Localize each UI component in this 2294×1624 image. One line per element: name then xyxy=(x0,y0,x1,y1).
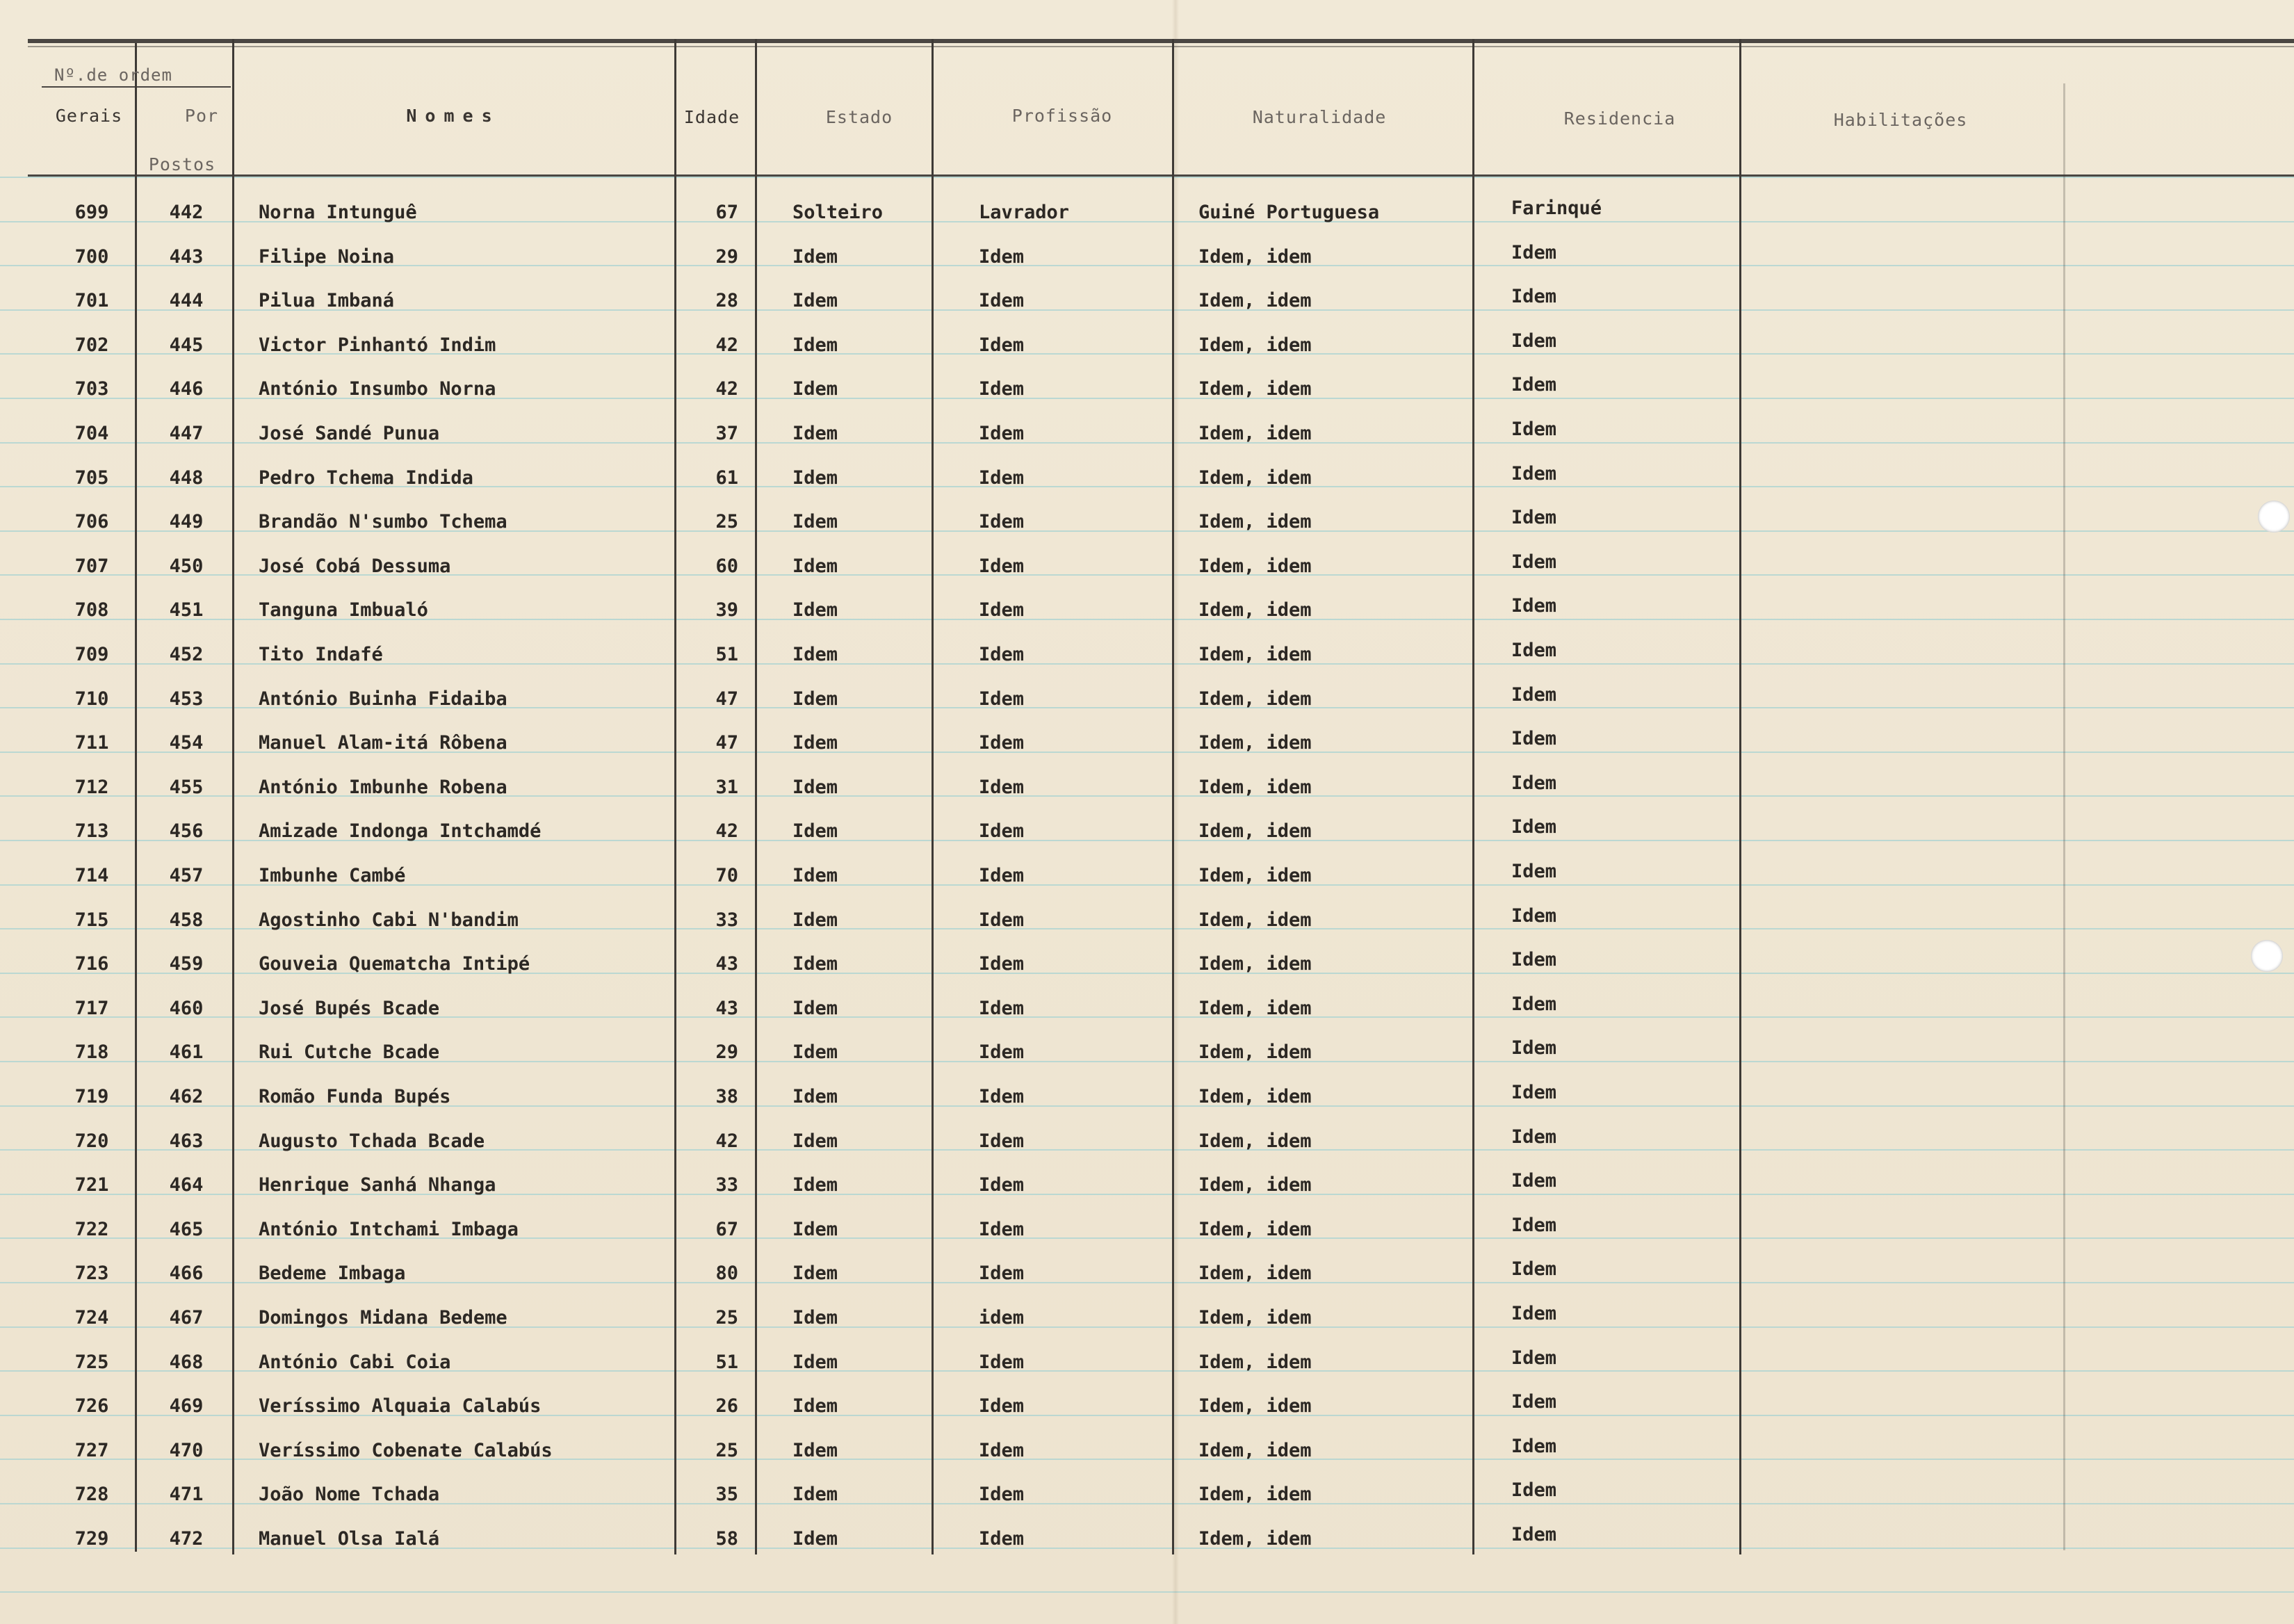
cell-estado: Idem xyxy=(792,644,838,665)
cell-gerais: 710 xyxy=(74,688,109,710)
cell-postos: 453 xyxy=(169,688,204,710)
cell-nome: Agostinho Cabi N'bandim xyxy=(259,909,519,931)
cell-estado: Idem xyxy=(792,1174,838,1196)
cell-residencia: Idem xyxy=(1511,1524,1557,1545)
cell-naturalidade: Idem, idem xyxy=(1198,1395,1312,1418)
cell-profissao: Idem xyxy=(979,511,1025,533)
cell-nome: Manuel Olsa Ialá xyxy=(259,1528,440,1550)
cell-nome: António Imbunhe Robena xyxy=(259,776,507,798)
cell-residencia: Farinqué xyxy=(1511,197,1602,219)
cell-residencia: Idem xyxy=(1511,1347,1557,1369)
cell-nome: Augusto Tchada Bcade xyxy=(259,1130,485,1152)
cell-idade: 38 xyxy=(715,1086,738,1107)
cell-residencia: Idem xyxy=(1511,861,1557,882)
cell-estado: Idem xyxy=(792,511,838,533)
cell-residencia: Idem xyxy=(1511,1391,1557,1413)
cell-profissao: Idem xyxy=(979,1130,1025,1152)
cell-nome: Manuel Alam-itá Rôbena xyxy=(259,732,507,754)
cell-estado: Idem xyxy=(792,599,838,622)
cell-postos: 449 xyxy=(169,511,204,533)
cell-profissao: Idem xyxy=(979,245,1025,268)
cell-gerais: 723 xyxy=(74,1262,109,1285)
cell-estado: Idem xyxy=(792,997,838,1019)
cell-idade: 25 xyxy=(715,1307,738,1329)
cell-nome: José Cobá Dessuma xyxy=(259,555,451,577)
cell-idade: 70 xyxy=(715,865,738,886)
cell-estado: Idem xyxy=(792,1484,838,1506)
cell-gerais: 705 xyxy=(74,466,109,489)
cell-residencia: Idem xyxy=(1511,772,1557,794)
cell-naturalidade: Idem, idem xyxy=(1198,776,1312,798)
cell-profissao: Idem xyxy=(979,1528,1025,1550)
cell-postos: 455 xyxy=(169,776,204,798)
cell-residencia: Idem xyxy=(1511,595,1557,617)
cell-postos: 444 xyxy=(169,290,204,312)
cell-idade: 26 xyxy=(715,1395,738,1418)
cell-residencia: Idem xyxy=(1511,330,1557,352)
cell-naturalidade: Idem, idem xyxy=(1198,466,1312,489)
cell-estado: Idem xyxy=(792,423,838,444)
header-residencia: Residencia xyxy=(1563,108,1676,129)
cell-idade: 67 xyxy=(715,1218,738,1240)
cell-profissao: Idem xyxy=(979,909,1025,931)
cell-residencia: Idem xyxy=(1511,904,1557,927)
cell-estado: Idem xyxy=(792,865,838,886)
cell-residencia: Idem xyxy=(1511,816,1557,838)
cell-estado: Idem xyxy=(792,378,838,400)
cell-idade: 28 xyxy=(715,290,738,312)
cell-profissao: Idem xyxy=(979,1218,1025,1240)
cell-estado: Idem xyxy=(792,245,838,268)
cell-profissao: Idem xyxy=(979,1439,1025,1461)
cell-estado: Idem xyxy=(792,776,838,798)
cell-nome: Imbunhe Cambé xyxy=(259,865,406,886)
cell-nome: Filipe Noina xyxy=(259,245,395,268)
cell-postos: 457 xyxy=(169,865,204,886)
cell-postos: 446 xyxy=(169,378,204,400)
cell-profissao: Idem xyxy=(979,953,1025,975)
cell-gerais: 709 xyxy=(74,644,109,665)
cell-naturalidade: Idem, idem xyxy=(1198,1307,1312,1329)
header-ordem-group: Nº.de ordem xyxy=(54,65,172,85)
cell-profissao: Idem xyxy=(979,378,1025,400)
cell-naturalidade: Idem, idem xyxy=(1198,1484,1312,1506)
cell-residencia: Idem xyxy=(1511,993,1557,1015)
cell-nome: Tanguna Imbualó xyxy=(259,599,428,622)
cell-naturalidade: Idem, idem xyxy=(1198,1174,1312,1196)
cell-postos: 462 xyxy=(169,1086,204,1107)
cell-naturalidade: Idem, idem xyxy=(1198,1218,1312,1240)
cell-postos: 451 xyxy=(169,599,204,622)
cell-idade: 67 xyxy=(715,202,738,223)
cell-gerais: 717 xyxy=(74,997,109,1019)
cell-residencia: Idem xyxy=(1511,507,1557,529)
cell-idade: 51 xyxy=(715,644,738,665)
cell-estado: Idem xyxy=(792,1439,838,1461)
cell-postos: 463 xyxy=(169,1130,204,1152)
cell-profissao: Lavrador xyxy=(979,202,1070,223)
cell-nome: João Nome Tchada xyxy=(259,1484,440,1506)
cell-residencia: Idem xyxy=(1511,551,1557,573)
cell-residencia: Idem xyxy=(1511,1082,1557,1103)
header-estado: Estado xyxy=(825,107,893,127)
cell-estado: Idem xyxy=(792,909,838,931)
cell-residencia: Idem xyxy=(1511,419,1557,440)
cell-nome: Brandão N'sumbo Tchema xyxy=(259,511,507,533)
cell-idade: 33 xyxy=(715,909,738,931)
cell-idade: 37 xyxy=(715,423,738,444)
cell-idade: 25 xyxy=(715,511,738,533)
cell-nome: Rui Cutche Bcade xyxy=(259,1041,440,1064)
cell-postos: 466 xyxy=(169,1262,204,1285)
cell-idade: 60 xyxy=(715,555,738,577)
cell-nome: Veríssimo Cobenate Calabús xyxy=(259,1439,553,1461)
cell-profissao: Idem xyxy=(979,865,1025,886)
cell-naturalidade: Idem, idem xyxy=(1198,732,1312,754)
cell-profissao: Idem xyxy=(979,688,1025,710)
cell-residencia: Idem xyxy=(1511,949,1557,971)
cell-idade: 80 xyxy=(715,1262,738,1285)
cell-naturalidade: Idem, idem xyxy=(1198,865,1312,886)
column-line-postos xyxy=(232,39,234,1554)
cell-gerais: 720 xyxy=(74,1130,109,1152)
cell-profissao: Idem xyxy=(979,1086,1025,1107)
cell-nome: Romão Funda Bupés xyxy=(259,1086,451,1107)
cell-idade: 51 xyxy=(715,1351,738,1373)
cell-gerais: 726 xyxy=(74,1395,109,1418)
column-line-nomes xyxy=(674,39,676,1554)
cell-naturalidade: Idem, idem xyxy=(1198,688,1312,710)
cell-gerais: 713 xyxy=(74,820,109,843)
cell-residencia: Idem xyxy=(1511,1126,1557,1148)
cell-idade: 35 xyxy=(715,1484,738,1506)
header-profissao: Profissão xyxy=(1011,106,1113,126)
cell-nome: Pilua Imbaná xyxy=(259,290,395,312)
column-line-profissao xyxy=(1172,39,1174,1554)
cell-estado: Idem xyxy=(792,1307,838,1329)
cell-estado: Idem xyxy=(792,1351,838,1373)
cell-naturalidade: Idem, idem xyxy=(1198,555,1312,577)
cell-profissao: Idem xyxy=(979,334,1025,356)
cell-gerais: 702 xyxy=(74,334,109,356)
punch-hole-lower xyxy=(2251,940,2283,972)
cell-naturalidade: Idem, idem xyxy=(1198,1041,1312,1064)
cell-residencia: Idem xyxy=(1511,286,1557,308)
cell-profissao: Idem xyxy=(979,776,1025,798)
cell-profissao: Idem xyxy=(979,1484,1025,1506)
header-bottom-border xyxy=(28,174,2294,177)
cell-postos: 459 xyxy=(169,953,204,975)
column-line-habilitacoes xyxy=(2063,83,2065,1550)
cell-residencia: Idem xyxy=(1511,728,1557,750)
cell-postos: 450 xyxy=(169,555,204,577)
cell-profissao: Idem xyxy=(979,1174,1025,1196)
ruled-line xyxy=(0,1591,2294,1593)
cell-idade: 25 xyxy=(715,1439,738,1461)
cell-gerais: 707 xyxy=(74,555,109,577)
column-line-residencia xyxy=(1739,39,1741,1554)
cell-estado: Idem xyxy=(792,1395,838,1418)
cell-estado: Idem xyxy=(792,953,838,975)
cell-gerais: 718 xyxy=(74,1041,109,1064)
cell-naturalidade: Idem, idem xyxy=(1198,290,1312,312)
header-habilitacoes: Habilitações xyxy=(1833,110,1968,130)
cell-postos: 469 xyxy=(169,1395,204,1418)
cell-idade: 43 xyxy=(715,997,738,1019)
cell-gerais: 708 xyxy=(74,599,109,622)
cell-gerais: 729 xyxy=(74,1528,109,1550)
cell-residencia: Idem xyxy=(1511,1037,1557,1059)
cell-postos: 472 xyxy=(169,1528,204,1550)
cell-nome: Veríssimo Alquaia Calabús xyxy=(259,1395,542,1418)
cell-nome: José Sandé Punua xyxy=(259,423,440,444)
cell-residencia: Idem xyxy=(1511,1170,1557,1192)
cell-naturalidade: Idem, idem xyxy=(1198,644,1312,665)
cell-profissao: idem xyxy=(979,1307,1025,1329)
cell-gerais: 716 xyxy=(74,953,109,975)
cell-naturalidade: Idem, idem xyxy=(1198,378,1312,400)
cell-profissao: Idem xyxy=(979,1262,1025,1285)
cell-gerais: 728 xyxy=(74,1484,109,1506)
cell-residencia: Idem xyxy=(1511,1435,1557,1457)
cell-idade: 42 xyxy=(715,1130,738,1152)
cell-postos: 468 xyxy=(169,1351,204,1373)
cell-gerais: 725 xyxy=(74,1351,109,1373)
cell-estado: Idem xyxy=(792,732,838,754)
cell-naturalidade: Idem, idem xyxy=(1198,1262,1312,1285)
table-top-border-thin xyxy=(28,46,2294,47)
cell-residencia: Idem xyxy=(1511,1258,1557,1281)
cell-estado: Idem xyxy=(792,290,838,312)
cell-nome: Amizade Indonga Intchamdé xyxy=(259,820,542,843)
cell-postos: 448 xyxy=(169,466,204,489)
cell-nome: António Intchami Imbaga xyxy=(259,1218,519,1240)
cell-residencia: Idem xyxy=(1511,1214,1557,1236)
cell-estado: Idem xyxy=(792,1041,838,1064)
cell-estado: Idem xyxy=(792,688,838,710)
column-line-estado xyxy=(932,39,934,1554)
cell-postos: 470 xyxy=(169,1439,204,1461)
cell-idade: 42 xyxy=(715,334,738,356)
cell-naturalidade: Guiné Portuguesa xyxy=(1198,202,1380,223)
cell-idade: 29 xyxy=(715,1041,738,1064)
cell-naturalidade: Idem, idem xyxy=(1198,1439,1312,1461)
cell-gerais: 704 xyxy=(74,423,109,444)
cell-profissao: Idem xyxy=(979,1395,1025,1418)
header-naturalidade: Naturalidade xyxy=(1252,107,1387,127)
cell-idade: 39 xyxy=(715,599,738,622)
cell-gerais: 711 xyxy=(74,732,109,754)
cell-idade: 31 xyxy=(715,776,738,798)
header-por: Por xyxy=(184,106,219,126)
cell-idade: 42 xyxy=(715,820,738,843)
cell-idade: 47 xyxy=(715,688,738,710)
cell-gerais: 721 xyxy=(74,1174,109,1196)
header-idade: Idade xyxy=(683,107,740,127)
cell-profissao: Idem xyxy=(979,997,1025,1019)
cell-idade: 43 xyxy=(715,953,738,975)
cell-profissao: Idem xyxy=(979,644,1025,665)
cell-postos: 464 xyxy=(169,1174,204,1196)
cell-profissao: Idem xyxy=(979,1041,1025,1064)
cell-idade: 33 xyxy=(715,1174,738,1196)
cell-estado: Idem xyxy=(792,1130,838,1152)
cell-naturalidade: Idem, idem xyxy=(1198,599,1312,622)
cell-naturalidade: Idem, idem xyxy=(1198,245,1312,268)
cell-naturalidade: Idem, idem xyxy=(1198,423,1312,444)
cell-naturalidade: Idem, idem xyxy=(1198,997,1312,1019)
cell-postos: 458 xyxy=(169,909,204,931)
cell-postos: 452 xyxy=(169,644,204,665)
cell-postos: 456 xyxy=(169,820,204,843)
cell-profissao: Idem xyxy=(979,290,1025,312)
cell-postos: 447 xyxy=(169,423,204,444)
cell-profissao: Idem xyxy=(979,820,1025,843)
cell-naturalidade: Idem, idem xyxy=(1198,1086,1312,1107)
cell-profissao: Idem xyxy=(979,466,1025,489)
cell-gerais: 699 xyxy=(74,202,109,223)
cell-gerais: 703 xyxy=(74,378,109,400)
cell-nome: António Cabi Coia xyxy=(259,1351,451,1373)
cell-nome: Norna Intunguê xyxy=(259,202,417,223)
cell-gerais: 706 xyxy=(74,511,109,533)
cell-postos: 454 xyxy=(169,732,204,754)
cell-gerais: 722 xyxy=(74,1218,109,1240)
cell-postos: 465 xyxy=(169,1218,204,1240)
cell-estado: Idem xyxy=(792,1528,838,1550)
cell-estado: Idem xyxy=(792,1086,838,1107)
cell-nome: Gouveia Quematcha Intipé xyxy=(259,953,530,975)
cell-nome: Victor Pinhantó Indim xyxy=(259,334,496,356)
header-gerais: Gerais xyxy=(55,106,123,126)
cell-postos: 471 xyxy=(169,1484,204,1506)
cell-naturalidade: Idem, idem xyxy=(1198,1130,1312,1152)
cell-idade: 61 xyxy=(715,466,738,489)
cell-profissao: Idem xyxy=(979,599,1025,622)
cell-estado: Idem xyxy=(792,555,838,577)
cell-profissao: Idem xyxy=(979,732,1025,754)
cell-gerais: 719 xyxy=(74,1086,109,1107)
cell-nome: António Insumbo Norna xyxy=(259,378,496,400)
cell-postos: 460 xyxy=(169,997,204,1019)
cell-residencia: Idem xyxy=(1511,640,1557,661)
cell-postos: 461 xyxy=(169,1041,204,1064)
cell-gerais: 715 xyxy=(74,909,109,931)
header-nomes: Nomes xyxy=(406,106,501,126)
column-line-gerais xyxy=(135,43,137,1552)
column-line-naturalidade xyxy=(1472,39,1474,1554)
cell-nome: José Bupés Bcade xyxy=(259,997,440,1019)
cell-gerais: 724 xyxy=(74,1307,109,1329)
cell-gerais: 714 xyxy=(74,865,109,886)
cell-naturalidade: Idem, idem xyxy=(1198,1351,1312,1373)
cell-nome: Pedro Tchema Indida xyxy=(259,466,473,489)
cell-naturalidade: Idem, idem xyxy=(1198,953,1312,975)
cell-idade: 42 xyxy=(715,378,738,400)
cell-estado: Idem xyxy=(792,334,838,356)
cell-estado: Solteiro xyxy=(792,202,884,223)
cell-naturalidade: Idem, idem xyxy=(1198,909,1312,931)
cell-gerais: 712 xyxy=(74,776,109,798)
cell-residencia: Idem xyxy=(1511,462,1557,485)
cell-nome: Henrique Sanhá Nhanga xyxy=(259,1174,496,1196)
cell-postos: 467 xyxy=(169,1307,204,1329)
column-line-idade xyxy=(755,39,757,1554)
cell-residencia: Idem xyxy=(1511,1303,1557,1324)
cell-profissao: Idem xyxy=(979,1351,1025,1373)
cell-profissao: Idem xyxy=(979,423,1025,444)
cell-nome: Tito Indafé xyxy=(259,644,383,665)
cell-naturalidade: Idem, idem xyxy=(1198,511,1312,533)
header-postos: Postos xyxy=(148,154,216,174)
cell-nome: Domingos Midana Bedeme xyxy=(259,1307,507,1329)
cell-gerais: 727 xyxy=(74,1439,109,1461)
cell-residencia: Idem xyxy=(1511,241,1557,263)
cell-postos: 445 xyxy=(169,334,204,356)
cell-profissao: Idem xyxy=(979,555,1025,577)
cell-estado: Idem xyxy=(792,820,838,843)
cell-residencia: Idem xyxy=(1511,1479,1557,1502)
cell-naturalidade: Idem, idem xyxy=(1198,334,1312,356)
cell-postos: 443 xyxy=(169,245,204,268)
cell-idade: 47 xyxy=(715,732,738,754)
cell-estado: Idem xyxy=(792,1218,838,1240)
cell-residencia: Idem xyxy=(1511,374,1557,396)
ruled-line xyxy=(0,177,2294,178)
cell-gerais: 701 xyxy=(74,290,109,312)
cell-idade: 58 xyxy=(715,1528,738,1550)
cell-nome: Bedeme Imbaga xyxy=(259,1262,406,1285)
cell-estado: Idem xyxy=(792,1262,838,1285)
cell-postos: 442 xyxy=(169,202,204,223)
punch-hole-upper xyxy=(2258,501,2290,533)
cell-idade: 29 xyxy=(715,245,738,268)
cell-naturalidade: Idem, idem xyxy=(1198,1528,1312,1550)
table-top-border xyxy=(28,39,2294,43)
cell-gerais: 700 xyxy=(74,245,109,268)
cell-estado: Idem xyxy=(792,466,838,489)
cell-nome: António Buinha Fidaiba xyxy=(259,688,507,710)
cell-residencia: Idem xyxy=(1511,683,1557,706)
cell-naturalidade: Idem, idem xyxy=(1198,820,1312,843)
